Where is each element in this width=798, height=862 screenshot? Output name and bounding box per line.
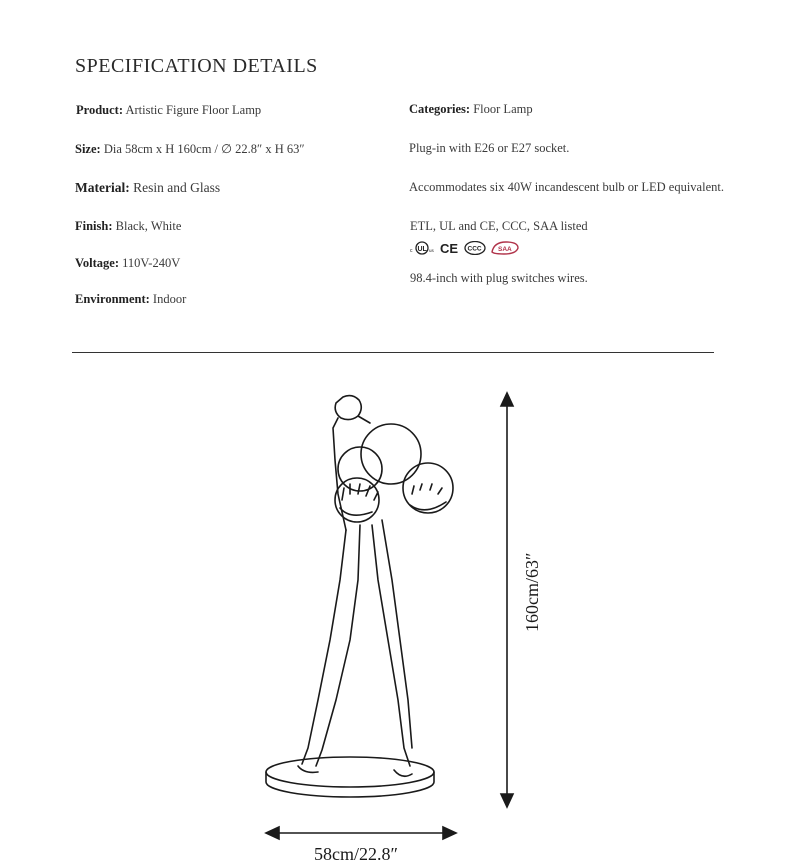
certification-marks xyxy=(410,240,520,256)
spec-voltage xyxy=(75,256,180,271)
spec-voltage-value: 110V-240V xyxy=(122,256,181,270)
spec-environment-label: Environment: xyxy=(75,292,150,306)
spec-size-label: Size: xyxy=(75,142,101,156)
spec-finish-value: Black, White xyxy=(115,219,182,233)
width-dimension-label: 58cm/22.8″ xyxy=(314,844,398,862)
page-title: SPECIFICATION DETAILS xyxy=(75,55,318,77)
svg-text:CCC: CCC xyxy=(467,245,482,253)
svg-text:CE: CE xyxy=(440,241,459,255)
svg-text:us: us xyxy=(429,248,434,253)
lamp-dimension-drawing xyxy=(0,380,798,862)
svg-text:c: c xyxy=(410,248,413,254)
spec-bulbs: Accommodates six 40W incandescent bulb or LED equivalent. xyxy=(409,180,724,194)
spec-socket: Plug-in with E26 or E27 socket. xyxy=(409,141,570,155)
spec-material-label: Material: xyxy=(75,180,130,195)
height-dimension-arrow xyxy=(501,393,513,807)
spec-material-value: Resin and Glass xyxy=(133,180,221,195)
spec-certs: ETL, UL and CE, CCC, SAA listed xyxy=(410,219,588,233)
svg-text:SAA: SAA xyxy=(498,246,512,253)
ce-mark-icon xyxy=(440,241,460,255)
ul-mark-icon xyxy=(410,241,436,255)
spec-categories-label: Categories: xyxy=(409,102,471,116)
spec-product-label: Product: xyxy=(76,103,123,117)
spec-wires: 98.4-inch with plug switches wires. xyxy=(410,271,588,285)
spec-categories xyxy=(409,102,533,117)
height-dimension-label: 160cm/63″ xyxy=(522,552,542,632)
width-dimension-arrow xyxy=(266,827,456,839)
saa-mark-icon xyxy=(490,240,520,256)
ccc-mark-icon xyxy=(464,241,486,255)
spec-product xyxy=(76,103,261,118)
spec-product-value: Artistic Figure Floor Lamp xyxy=(125,103,262,117)
spec-finish-label: Finish: xyxy=(75,219,113,233)
spec-finish xyxy=(75,219,181,234)
spec-categories-value: Floor Lamp xyxy=(473,102,533,116)
spec-voltage-label: Voltage: xyxy=(75,256,119,270)
lamp-illustration xyxy=(266,396,453,797)
section-divider xyxy=(72,352,714,353)
spec-size xyxy=(75,141,305,157)
spec-size-value: Dia 58cm x H 160cm / ∅ 22.8″ x H 63″ xyxy=(103,142,305,156)
spec-environment-value: Indoor xyxy=(152,292,187,306)
svg-text:UL: UL xyxy=(417,246,427,253)
spec-environment xyxy=(75,292,186,307)
spec-material xyxy=(75,180,220,196)
